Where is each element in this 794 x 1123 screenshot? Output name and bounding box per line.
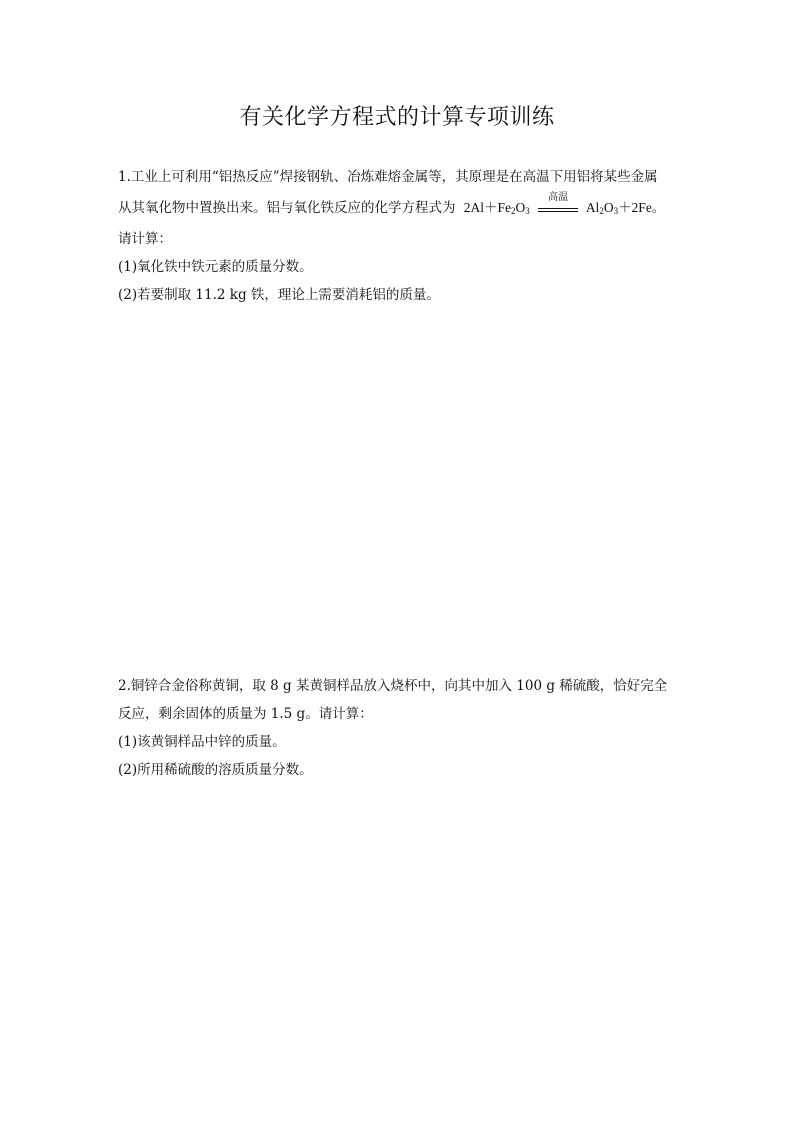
eq-lhs-sub: 2 bbox=[511, 206, 516, 216]
eq-lhs-a: 2Al＋Fe bbox=[463, 200, 512, 215]
eq-rhs-sub: 2 bbox=[599, 206, 604, 216]
question-1 bbox=[118, 163, 680, 309]
reaction-condition-text: 高温 bbox=[548, 191, 569, 203]
q1-line-3: 请计算： bbox=[118, 231, 172, 247]
q2-part-1: (1)该黄铜样品中锌的质量。 bbox=[118, 734, 286, 750]
equals-bar-bottom bbox=[538, 211, 578, 212]
page-title: 有关化学方程式的计算专项训练 bbox=[239, 105, 555, 130]
chemical-equation bbox=[464, 191, 666, 225]
q1-line-1: 1.工业上可利用“铝热反应”焊接钢轨、冶炼难熔金属等，其原理是在高温下用铝将某些金属 bbox=[118, 169, 658, 185]
q1-line-2 bbox=[118, 191, 680, 225]
q1-part-2: (2)若要制取 11.2 kg 铁，理论上需要消耗铝的质量。 bbox=[118, 287, 440, 303]
reaction-condition bbox=[538, 191, 578, 217]
q2-line-2: 反应，剩余固体的质量为 1.5 g。请计算： bbox=[118, 706, 373, 722]
eq-rhs-c: ＋2Fe。 bbox=[618, 200, 666, 215]
equals-bar-top bbox=[538, 208, 578, 209]
eq-rhs-sub2: 3 bbox=[613, 206, 619, 216]
eq-lhs-sub2: 3 bbox=[525, 206, 530, 216]
eq-rhs-a: Al bbox=[585, 200, 600, 215]
q1-line-2-text: 从其氧化物中置换出来。铝与氧化铁反应的化学方程式为 bbox=[118, 200, 456, 216]
q2-part-2: (2)所用稀硫酸的溶质质量分数。 bbox=[118, 762, 313, 778]
question-2 bbox=[118, 672, 680, 784]
eq-rhs-b: O bbox=[603, 200, 614, 215]
q1-part-1: (1)氧化铁中铁元素的质量分数。 bbox=[118, 259, 313, 275]
q2-line-1: 2.铜锌合金俗称黄铜，取 8 g 某黄铜样品放入烧杯中，向其中加入 100 g 稀硫酸，恰好完全 bbox=[118, 678, 668, 694]
eq-lhs-b: O bbox=[515, 200, 526, 215]
